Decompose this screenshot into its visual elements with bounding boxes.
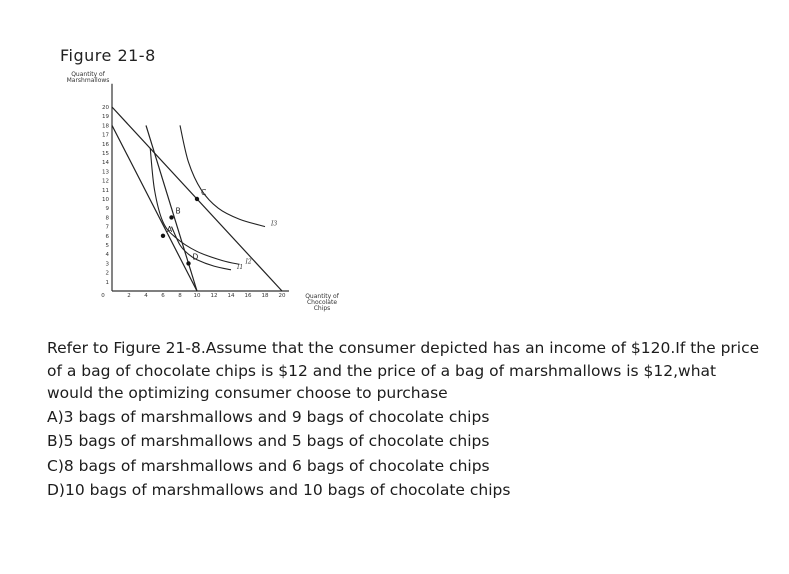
answer-option-c[interactable]: C)8 bags of marshmallows and 6 bags of chocolate chips xyxy=(47,456,490,475)
question-stem: Refer to Figure 21-8.Assume that the consumer depicted has an income of $120.If the price of a bag of chocolate chips is $12 and the price of a bag of marshmallows is $12,what would the optimizing consumer choose to purchase xyxy=(47,339,760,402)
y-tick-label: 19 xyxy=(102,114,109,121)
point-label-A: A xyxy=(167,224,173,234)
question-block xyxy=(47,337,767,503)
answer-option-b[interactable]: B)5 bags of marshmallows and 5 bags of chocolate chips xyxy=(47,432,490,450)
x-tick-label: 0 xyxy=(101,293,105,299)
y-axis-label: Quantity of xyxy=(71,71,105,78)
y-tick-label: 11 xyxy=(102,187,109,194)
x-axis-label: Chocolate xyxy=(306,299,338,306)
curve-label-I3: I3 xyxy=(271,220,278,228)
y-tick-label: 18 xyxy=(102,123,109,130)
point-label-D: D xyxy=(192,252,199,262)
x-tick-label: 12 xyxy=(210,293,218,299)
point-C xyxy=(195,197,199,201)
curve-label-I2: I2 xyxy=(245,258,252,266)
y-tick-label: 17 xyxy=(102,132,109,139)
y-tick-label: 4 xyxy=(105,252,109,259)
y-tick-label: 15 xyxy=(102,151,109,157)
answer-option-a[interactable]: A)3 bags of marshmallows and 9 bags of chocolate chips xyxy=(47,407,490,426)
y-tick-label: 13 xyxy=(102,169,109,176)
y-tick-label: 9 xyxy=(105,206,109,213)
indifference-curve-I2 xyxy=(150,148,239,264)
y-axis-label: Marshmallows xyxy=(66,77,110,84)
point-B xyxy=(169,215,173,219)
y-tick-label: 3 xyxy=(105,261,109,268)
budget-line-2 xyxy=(112,125,197,291)
y-tick-label: 12 xyxy=(102,178,109,185)
y-tick-label: 1 xyxy=(105,279,109,286)
y-tick-label: 14 xyxy=(102,160,109,167)
answer-option-d[interactable]: D)10 bags of marshmallows and 10 bags of chocolate chips xyxy=(47,481,511,499)
budget-line-3 xyxy=(146,125,197,291)
y-tick-label: 7 xyxy=(105,224,109,231)
point-D xyxy=(186,261,190,265)
y-tick-label: 6 xyxy=(105,233,109,240)
y-tick-label: 20 xyxy=(102,105,109,111)
y-tick-label: 8 xyxy=(105,215,109,222)
x-tick-label: 16 xyxy=(244,293,252,299)
y-tick-label: 10 xyxy=(102,197,109,203)
x-tick-label: 6 xyxy=(161,293,165,299)
point-label-B: B xyxy=(175,206,181,216)
indifference-curve-I3 xyxy=(180,125,265,226)
x-tick-label: 4 xyxy=(144,293,148,299)
curve-label-I1: I1 xyxy=(237,263,244,271)
x-axis-label: Quantity of xyxy=(305,293,339,300)
x-tick-label: 10 xyxy=(193,293,201,299)
figure-title: Figure 21-8 xyxy=(60,46,156,65)
point-A xyxy=(161,234,165,238)
y-tick-label: 5 xyxy=(105,243,109,249)
x-tick-label: 2 xyxy=(127,293,131,299)
y-tick-label: 16 xyxy=(102,141,109,148)
indifference-curve-I1 xyxy=(172,227,232,270)
x-tick-label: 18 xyxy=(261,293,269,299)
point-label-C: C xyxy=(201,188,207,197)
y-tick-label: 2 xyxy=(105,270,109,277)
x-tick-label: 20 xyxy=(278,293,286,299)
x-axis-label: Chips xyxy=(313,305,331,312)
x-tick-label: 8 xyxy=(178,293,182,299)
x-tick-label: 14 xyxy=(227,293,235,299)
